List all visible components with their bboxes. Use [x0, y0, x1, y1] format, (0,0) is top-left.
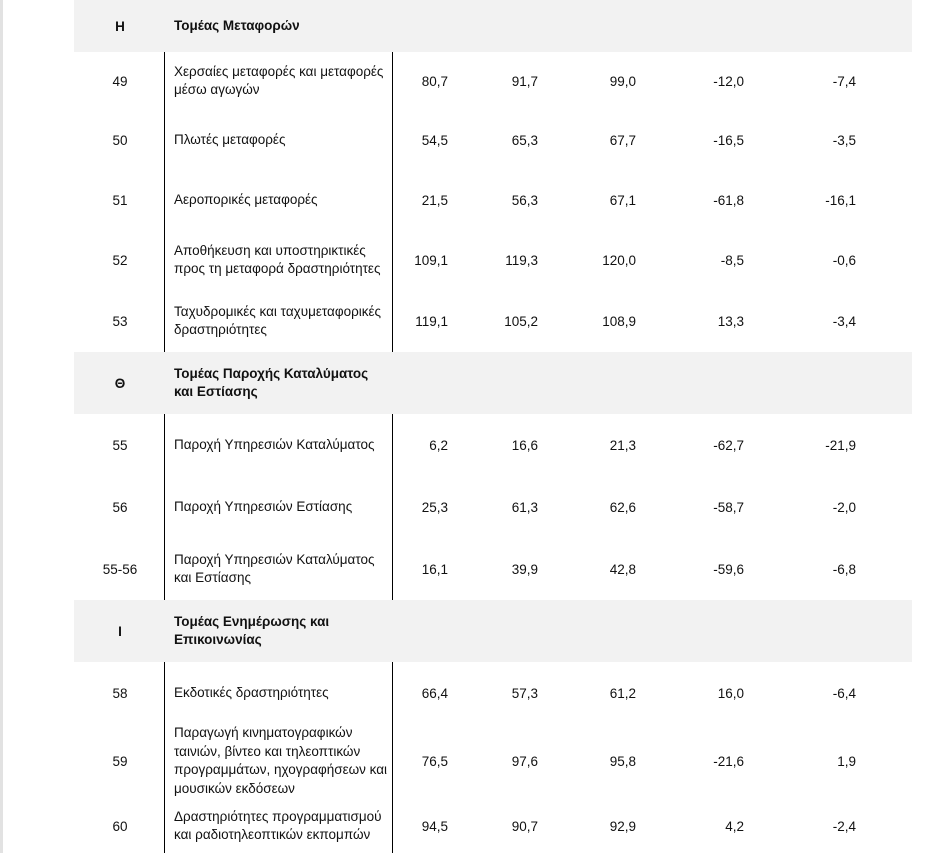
page-edge	[0, 0, 3, 853]
value-cell: -16,1	[825, 192, 856, 208]
activity-description: Παροχή Υπηρεσιών Καταλύματος και Εστίασης	[174, 551, 375, 585]
activity-description: Αποθήκευση και υποστηρικτικές προς τη μεταφορά δραστηριότητες	[174, 242, 381, 276]
activity-code: 52	[112, 252, 128, 268]
value-cell: 13,3	[717, 313, 744, 329]
table-row	[74, 0, 912, 52]
table-row	[74, 798, 912, 854]
value-cell: 76,5	[421, 753, 448, 769]
value-cell: 90,7	[511, 818, 538, 834]
value-cell: -16,5	[713, 132, 744, 148]
value-cell: 65,3	[511, 132, 538, 148]
value-cell: 56,3	[511, 192, 538, 208]
value-cell: 4,2	[725, 818, 744, 834]
value-cell: -7,4	[832, 73, 856, 89]
activity-description: Παροχή Υπηρεσιών Καταλύματος	[174, 436, 375, 452]
activity-description: Πλωτές μεταφορές	[174, 131, 286, 147]
activity-code: 58	[112, 685, 128, 701]
value-cell: 105,2	[504, 313, 538, 329]
activity-code: 55-56	[102, 561, 138, 577]
value-cell: 6,2	[429, 437, 448, 453]
table-row	[74, 230, 912, 290]
sector-code: Ι	[118, 623, 122, 639]
value-cell: -3,4	[832, 313, 856, 329]
value-cell: 57,3	[511, 685, 538, 701]
value-cell: 16,0	[717, 685, 744, 701]
value-cell: -61,8	[713, 192, 744, 208]
value-cell: 61,2	[609, 685, 636, 701]
table-row	[74, 52, 912, 110]
value-cell: 109,1	[414, 252, 448, 268]
value-cell: -8,5	[720, 252, 744, 268]
value-cell: 54,5	[421, 132, 448, 148]
value-cell: 119,3	[505, 252, 538, 268]
value-cell: -2,0	[832, 499, 856, 515]
value-cell: -12,0	[713, 73, 744, 89]
value-cell: -59,6	[713, 561, 744, 577]
value-cell: 119,1	[415, 313, 448, 329]
value-cell: 67,7	[609, 132, 636, 148]
value-cell: 21,5	[421, 192, 448, 208]
activity-description: Δραστηριότητες προγραμματισμού και ραδιοτηλεοπτικών εκπομπών	[174, 808, 382, 842]
value-cell: 120,0	[602, 252, 636, 268]
value-cell: -6,4	[832, 685, 856, 701]
activity-code: 59	[112, 753, 128, 769]
indices-table	[74, 0, 912, 854]
value-cell: 16,1	[421, 561, 448, 577]
table-row	[74, 476, 912, 538]
value-cell: 25,3	[421, 499, 448, 515]
table-row	[74, 538, 912, 600]
value-cell: 94,5	[421, 818, 448, 834]
value-cell: 92,9	[609, 818, 636, 834]
value-cell: 42,8	[609, 561, 636, 577]
sector-code: Η	[115, 18, 125, 34]
table-row	[74, 662, 912, 724]
activity-code: 60	[112, 818, 128, 834]
table-row	[74, 600, 912, 662]
value-cell: -21,9	[825, 437, 856, 453]
activity-code: 50	[112, 132, 128, 148]
value-cell: -21,6	[713, 753, 744, 769]
value-cell: 67,1	[609, 192, 636, 208]
activity-description: Εκδοτικές δραστηριότητες	[174, 684, 329, 700]
value-cell: 39,9	[511, 561, 538, 577]
value-cell: 62,6	[609, 499, 636, 515]
activity-description: Ταχυδρομικές και ταχυμεταφορικές δραστηριότητες	[174, 303, 382, 337]
value-cell: 21,3	[609, 437, 636, 453]
value-cell: 99,0	[609, 73, 636, 89]
table-row	[74, 724, 912, 798]
value-cell: 61,3	[511, 499, 538, 515]
activity-code: 51	[112, 192, 128, 208]
table-row	[74, 290, 912, 352]
sector-title: Τομέας Παροχής Καταλύματος και Εστίασης	[174, 365, 369, 399]
table-row	[74, 414, 912, 476]
value-cell: 108,9	[602, 313, 636, 329]
value-cell: 66,4	[421, 685, 448, 701]
sector-title: Τομέας Ενημέρωσης και Επικοινωνίας	[174, 613, 330, 647]
activity-code: 55	[112, 437, 128, 453]
activity-code: 56	[112, 499, 128, 515]
activity-description: Παροχή Υπηρεσιών Εστίασης	[174, 498, 353, 514]
value-cell: -3,5	[832, 132, 856, 148]
value-cell: 80,7	[421, 73, 448, 89]
value-cell: -2,4	[832, 818, 856, 834]
table-row	[74, 170, 912, 230]
sector-code: Θ	[114, 375, 126, 391]
value-cell: 95,8	[609, 753, 636, 769]
activity-description: Αεροπορικές μεταφορές	[174, 191, 318, 207]
activity-code: 49	[112, 73, 128, 89]
value-cell: -0,6	[832, 252, 856, 268]
value-cell: -62,7	[713, 437, 744, 453]
table-row	[74, 352, 912, 414]
activity-description: Χερσαίες μεταφορές και μεταφορές μέσω αγωγών	[174, 63, 384, 97]
table-row	[74, 110, 912, 170]
value-cell: -6,8	[832, 561, 856, 577]
value-cell: 97,6	[511, 753, 538, 769]
activity-code: 53	[112, 313, 128, 329]
activity-description: Παραγωγή κινηματογραφικών ταινιών, βίντεο και τηλεοπτικών προγραμμάτων, ηχογραφήσεων και μουσικών εκδόσεων	[174, 725, 388, 796]
sector-title: Τομέας Μεταφορών	[174, 17, 300, 33]
value-cell: 91,7	[511, 73, 538, 89]
value-cell: -58,7	[713, 499, 744, 515]
value-cell: 16,6	[511, 437, 538, 453]
value-cell: 1,9	[837, 753, 856, 769]
